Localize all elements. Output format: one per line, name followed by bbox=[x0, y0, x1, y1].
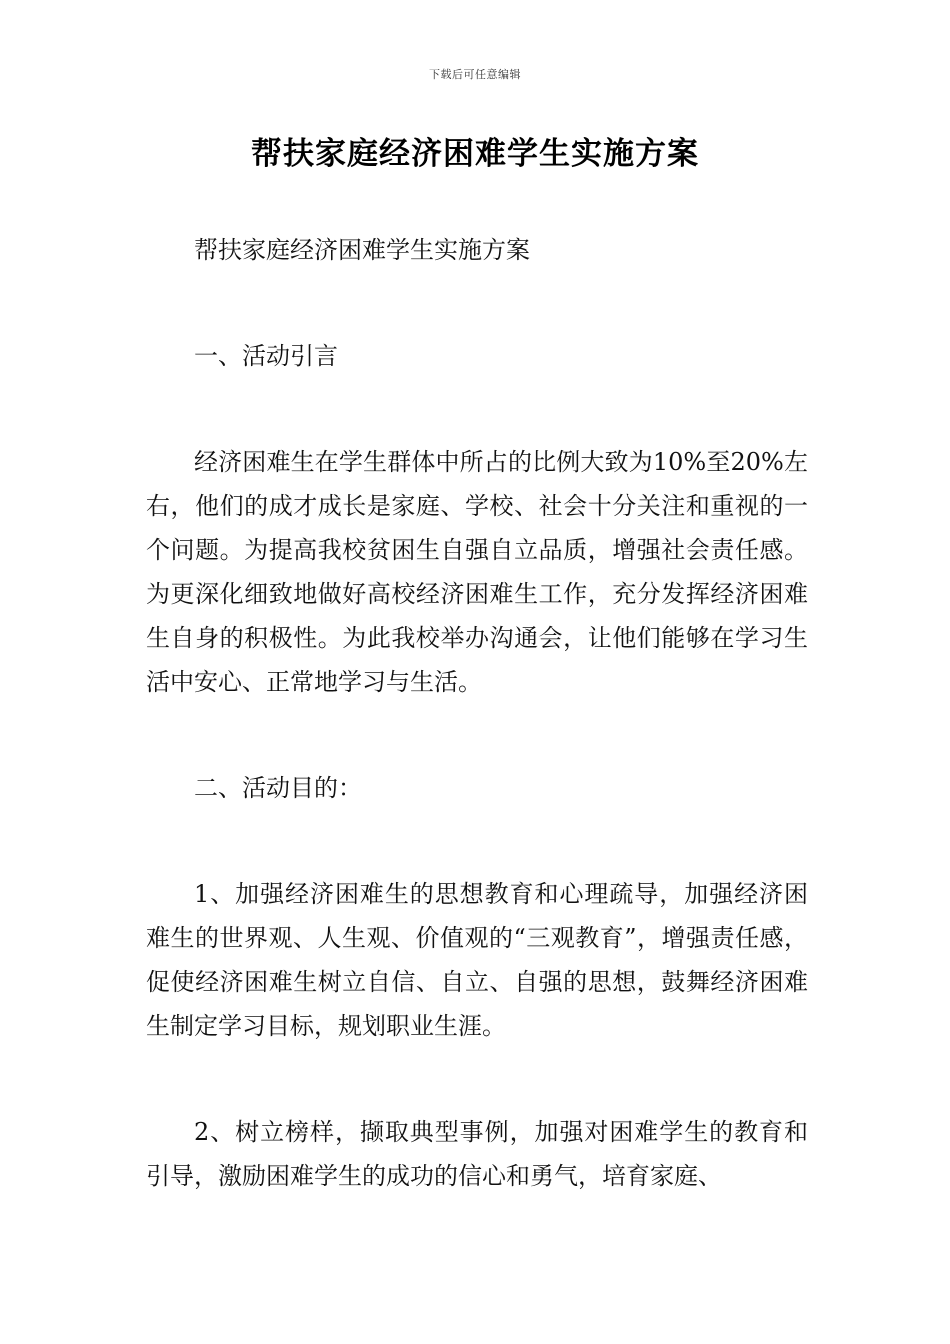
subtitle-paragraph: 帮扶家庭经济困难学生实施方案 bbox=[194, 236, 530, 264]
purpose-item-1: 1、加强经济困难生的思想教育和心理疏导，加强经济困难生的世界观、人生观、价值观的“三观教育”，增强责任感，促使经济困难生树立自信、自立、自强的思想，鼓舞经济困难生制定学习目标，规划职业生涯。 bbox=[146, 880, 808, 1040]
document-body bbox=[146, 228, 808, 1198]
header-note: 下载后可任意编辑 bbox=[429, 68, 521, 81]
purpose-item-2: 2、树立榜样，撷取典型事例，加强对困难学生的教育和引导，激励困难学生的成功的信心和勇气，培育家庭、 bbox=[146, 1118, 808, 1190]
section-heading-purpose: 二、活动目的： bbox=[194, 774, 362, 802]
section-heading-intro: 一、活动引言 bbox=[194, 342, 338, 370]
document-title: 帮扶家庭经济困难学生实施方案 bbox=[251, 136, 699, 172]
intro-paragraph: 经济困难生在学生群体中所占的比例大致为10%至20%左右，他们的成才成长是家庭、学校、社会十分关注和重视的一个问题。为提高我校贫困生自强自立品质，增强社会责任感。为更深化细致地做好高校经济困难生工作，充分发挥经济困难生自身的积极性。为此我校举办沟通会，让他们能够在学习生活中安心、正常地学习与生活。 bbox=[146, 448, 808, 696]
